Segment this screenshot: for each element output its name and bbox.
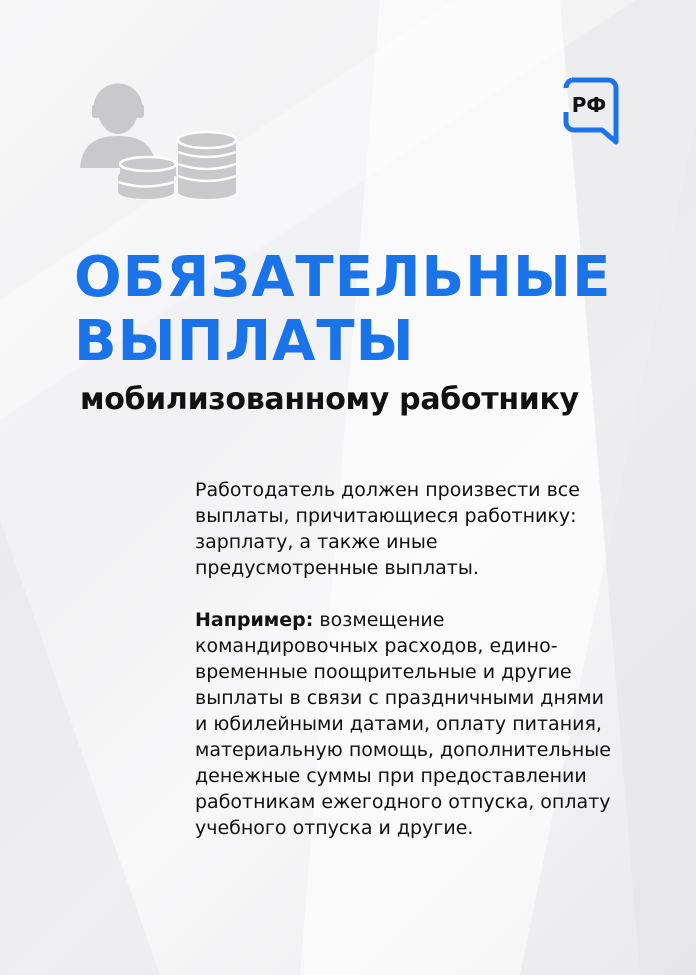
worker-with-coins-icon — [78, 80, 243, 200]
text-line: зарплату, а также иные — [195, 531, 438, 553]
text-line: и юбилейными датами, оплату питания, — [195, 713, 602, 735]
text-line: денежные суммы при предоставлении — [195, 765, 587, 787]
text-line: материальную помощь, дополнительные — [195, 739, 611, 761]
headline — [74, 246, 611, 374]
example-label: Например: — [195, 609, 314, 631]
text-line: выплаты, причитающиеся работнику: — [195, 505, 577, 527]
paragraph-example — [195, 607, 665, 841]
headline-line-1: ОБЯЗАТЕЛЬНЫЕ — [74, 245, 612, 310]
subtitle: мобилизованному работнику — [80, 382, 579, 417]
text-line: Работодатель должен произвести все — [195, 479, 580, 501]
text-line: выплаты в связи с праздничными днями — [195, 687, 604, 709]
rf-logo — [562, 76, 620, 148]
text-line: предусмотренные выплаты. — [195, 557, 479, 579]
headline-line-2: ВЫПЛАТЫ — [74, 309, 415, 374]
text-line — [195, 607, 665, 633]
logo-text: РФ — [571, 93, 607, 117]
text-line: учебного отпуска и другие. — [195, 817, 474, 839]
body-text — [195, 477, 665, 841]
text-line: временные поощрительные и другие — [195, 661, 572, 683]
paragraph-employer-obligation — [195, 477, 665, 581]
text-line: работникам ежегодного отпуска, оплату — [195, 791, 611, 813]
example-first-line: возмещение — [313, 609, 445, 631]
text-line: командировочных расходов, едино- — [195, 635, 558, 657]
